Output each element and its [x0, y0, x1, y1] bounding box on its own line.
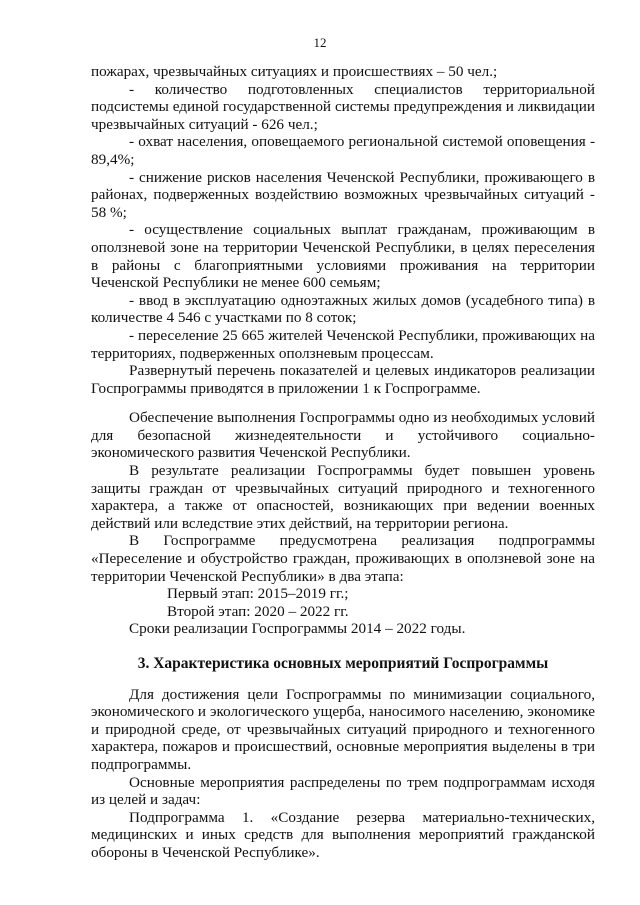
- paragraph: В Госпрограмме предусмотрена реализация подпрограммы «Переселение и обустройство граждан, проживающих в оползневой зоне на территории Чеченской Республики» в два этапа:: [91, 532, 595, 585]
- bullet-item: - переселение 25 665 жителей Чеченской Республики, проживающих на территориях, подверженных оползневым процессам.: [91, 326, 595, 362]
- section-heading: 3. Характеристика основных мероприятий Госпрограммы: [137, 655, 549, 672]
- bullet-item: - ввод в эксплуатацию одноэтажных жилых домов (усадебного типа) в количестве 4 546 с участками по 8 соток;: [91, 291, 595, 327]
- paragraph: Обеспечение выполнения Госпрограммы одно из необходимых условий для безопасной жизнедеятельности и устойчивого социально-экономического развития Чеченской Республики.: [91, 409, 595, 462]
- paragraph: Подпрограмма 1. «Создание резерва материально-технических, медицинских и иных средств для выполнения мероприятий гражданской обороны в Чеченской Республике».: [91, 808, 595, 861]
- bullet-item: - снижение рисков населения Чеченской Республики, проживающего в районах, подверженных воздействию возможных чрезвычайных ситуаций - 58 %;: [91, 168, 595, 221]
- paragraph: Для достижения цели Госпрограммы по минимизации социального, экономического и экологического ущерба, наносимого населению, экономике и природной среде, от чрезвычайных ситуаций природного и техногенного характера, пожаров и происшествий, основные мероприятия выделены в три подпрограммы.: [91, 685, 595, 773]
- paragraph: Сроки реализации Госпрограммы 2014 – 2022 годы.: [129, 620, 466, 638]
- paragraph: пожарах, чрезвычайных ситуациях и происшествиях – 50 чел.;: [91, 63, 498, 80]
- page-body: [91, 63, 595, 862]
- paragraph: В результате реализации Госпрограммы будет повышен уровень защиты граждан от чрезвычайных ситуаций природного и техногенного характера, а также от опасностей, возникающих при ведении военных действий или вследствие этих действий, на территории региона.: [91, 462, 595, 532]
- stage-item: Первый этап: 2015–2019 гг.;: [167, 585, 349, 603]
- paragraph: Развернутый перечень показателей и целевых индикаторов реализации Госпрограммы приводятся в приложении 1 к Госпрограмме.: [91, 362, 595, 397]
- page-number: 12: [313, 35, 327, 50]
- paragraph: Основные мероприятия распределены по трем подпрограммам исходя из целей и задач:: [91, 773, 595, 809]
- stage-item: Второй этап: 2020 – 2022 гг.: [167, 602, 349, 620]
- bullet-item: - осуществление социальных выплат гражданам, проживающим в оползневой зоне на территории Чеченской Республики, в целях переселения в районы с благоприятными условиями проживания на территории Чеченской Республики не менее 600 семьям;: [91, 221, 595, 292]
- bullet-item: - количество подготовленных специалистов территориальной подсистемы единой государственной системы предупреждения и ликвидации чрезвычайных ситуаций - 626 чел.;: [91, 80, 595, 133]
- bullet-item: - охват населения, оповещаемого региональной системой оповещения - 89,4%;: [91, 133, 595, 168]
